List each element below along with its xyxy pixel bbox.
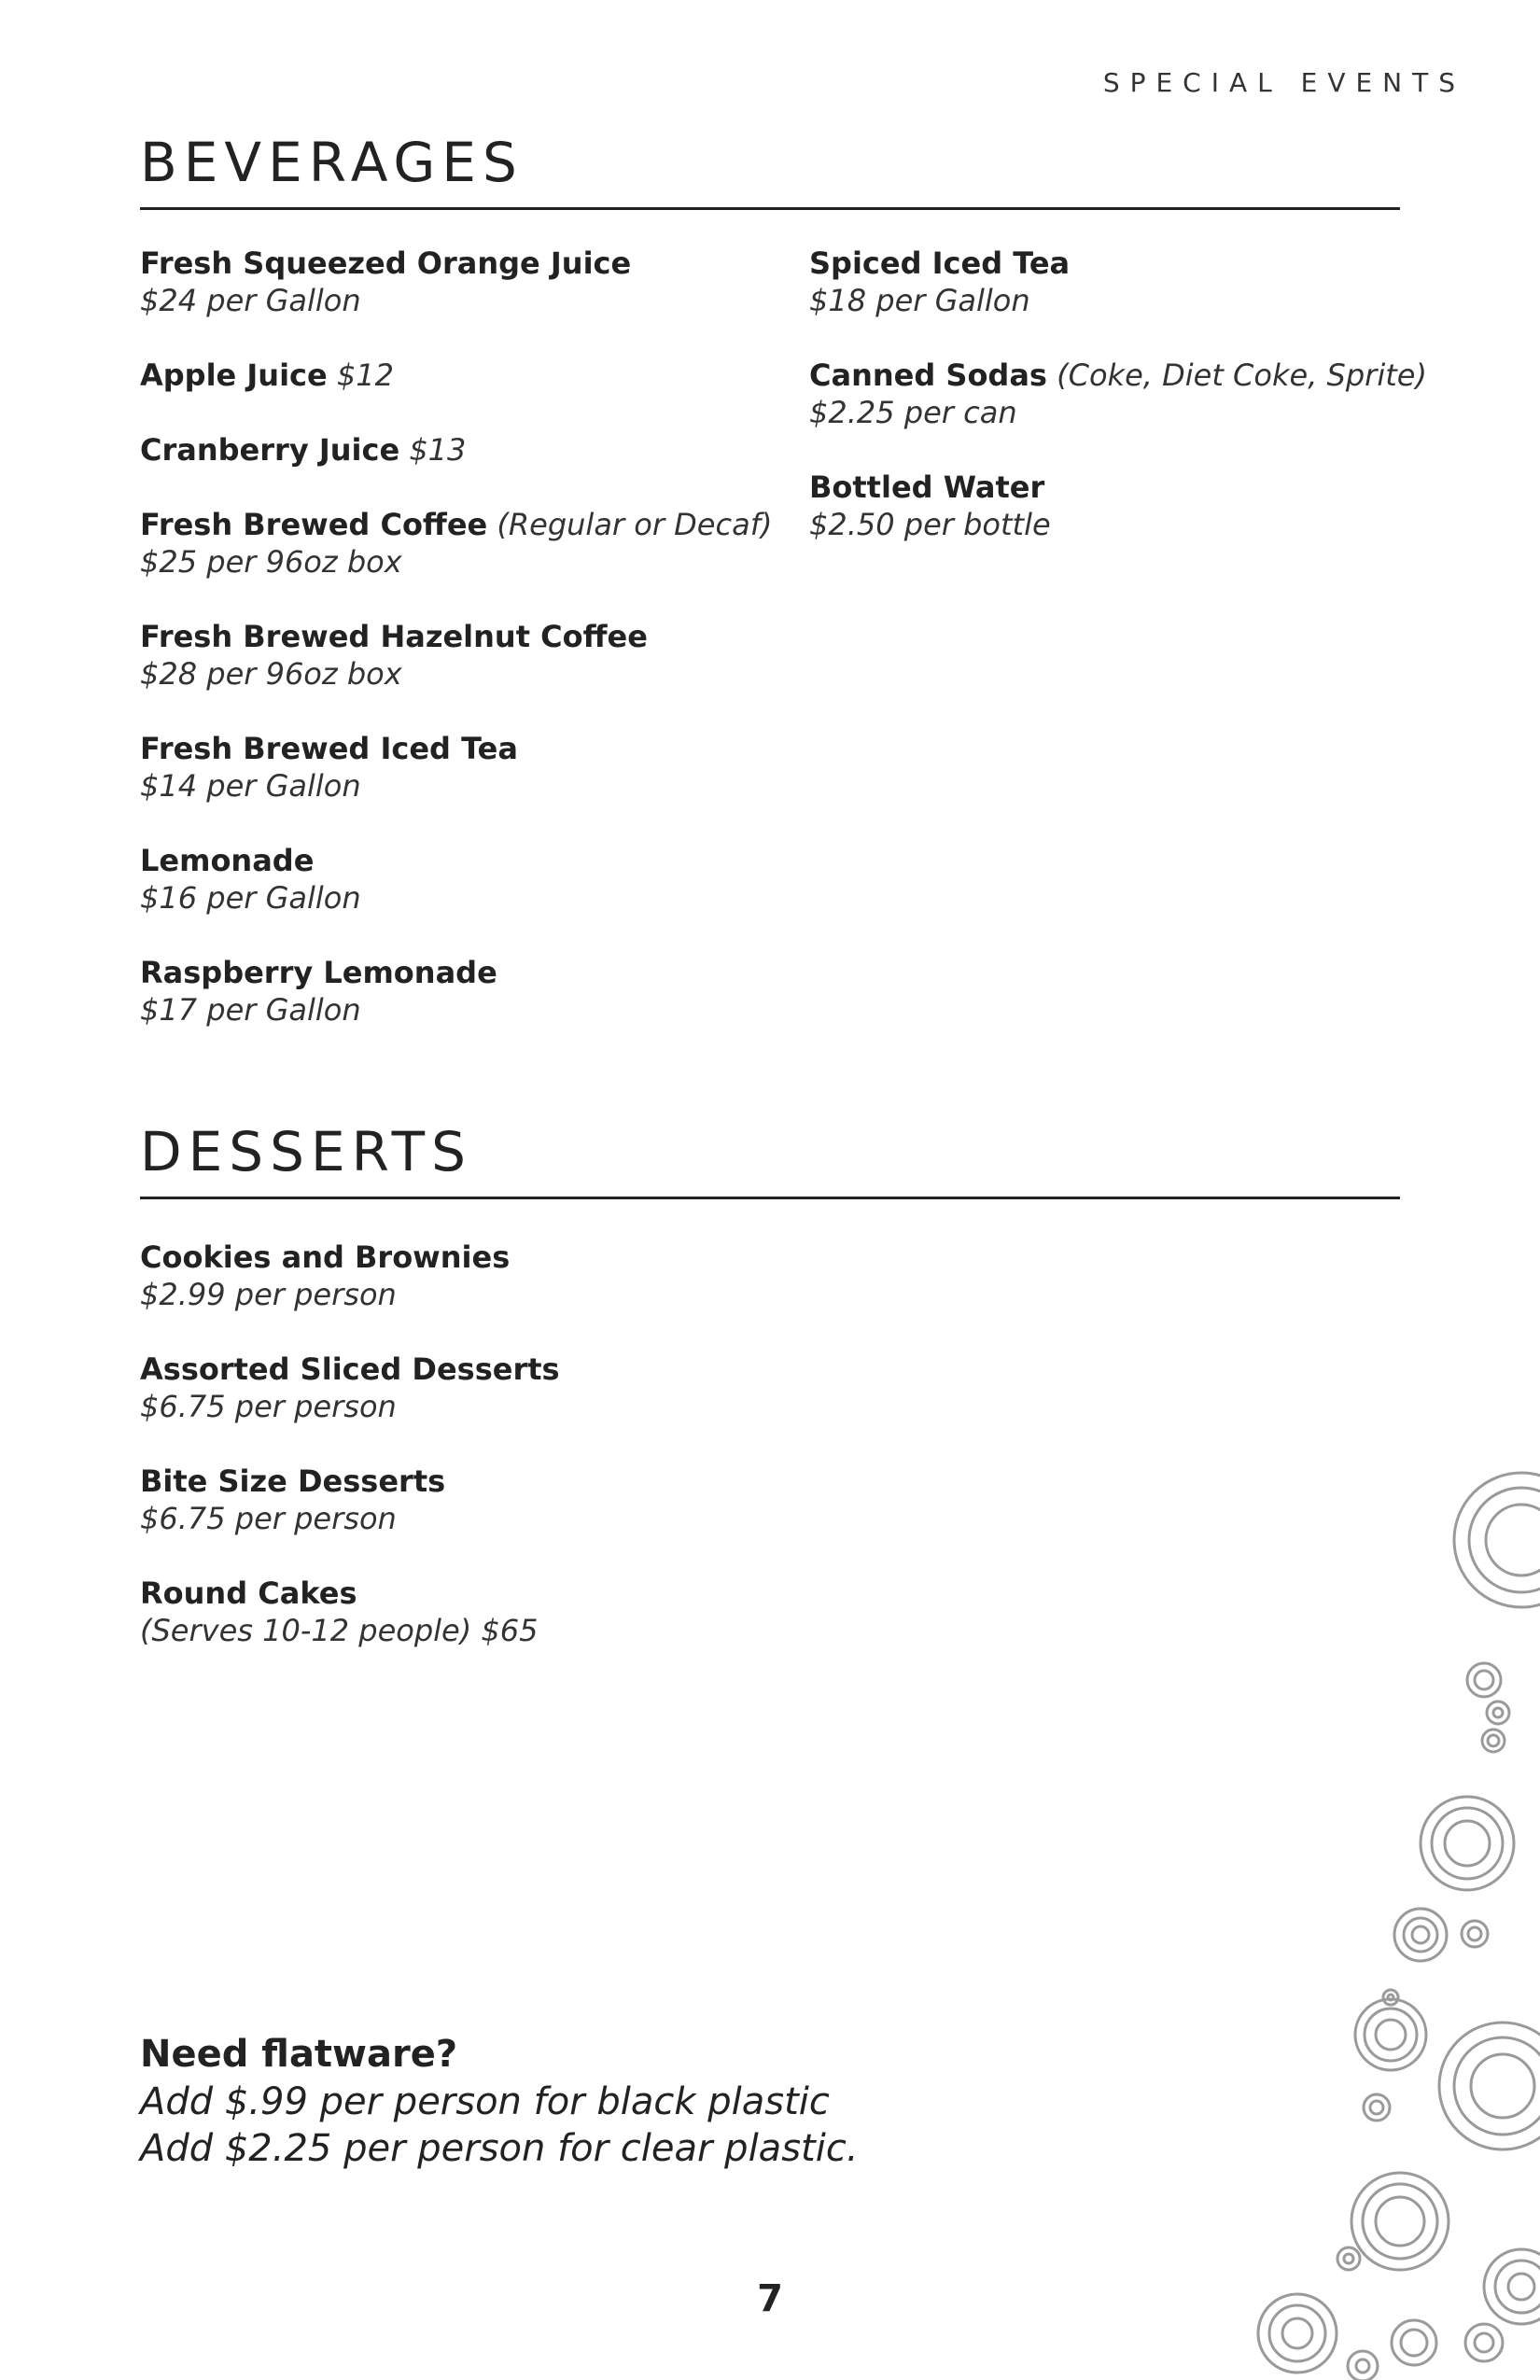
- circle-cluster: [1482, 1729, 1505, 1752]
- circle-cluster: [1351, 2173, 1449, 2270]
- item-price: $2.99 per person: [140, 1277, 397, 1312]
- item-name: Fresh Squeezed Orange Juice: [140, 245, 632, 281]
- circle-cluster: [1258, 2294, 1337, 2373]
- item-price: $25 per 96oz box: [140, 544, 402, 580]
- item-name: Bottled Water: [809, 469, 1045, 505]
- circle-cluster: [1392, 2320, 1436, 2365]
- beverages-left-column: [140, 245, 784, 1066]
- menu-item: [140, 618, 784, 693]
- item-name: Round Cakes: [140, 1575, 357, 1611]
- item-price: (Serves 10-12 people) $65: [140, 1613, 539, 1648]
- circle-cluster: [1462, 1921, 1488, 1947]
- flatware-line: Add $2.25 per person for clear plastic.: [140, 2127, 859, 2170]
- menu-item: [140, 842, 784, 917]
- menu-item: [140, 245, 784, 319]
- item-price: $6.75 per person: [140, 1389, 397, 1424]
- circle-cluster: [1337, 2247, 1360, 2270]
- item-price: $2.25 per can: [809, 395, 1017, 430]
- beverages-right-column: [809, 245, 1444, 581]
- circle-cluster: [1348, 2351, 1378, 2380]
- circle-cluster: [1421, 1797, 1514, 1890]
- item-price: $13: [409, 432, 467, 468]
- item-price: $18 per Gallon: [809, 283, 1030, 318]
- item-name: Fresh Brewed Hazelnut Coffee: [140, 619, 648, 654]
- menu-item: [809, 469, 1444, 543]
- item-note: (Coke, Diet Coke, Sprite): [1057, 357, 1427, 393]
- circle-cluster: [1394, 1909, 1447, 1961]
- circle-cluster: [1364, 2094, 1390, 2121]
- item-name: Fresh Brewed Coffee: [140, 507, 488, 542]
- item-name: Bite Size Desserts: [140, 1463, 446, 1499]
- item-note: (Regular or Decaf): [497, 507, 773, 542]
- menu-item: [140, 431, 784, 469]
- menu-item: [140, 730, 784, 805]
- item-price: $17 per Gallon: [140, 992, 361, 1028]
- menu-item: [140, 1463, 887, 1537]
- circle-cluster: [1484, 2249, 1540, 2324]
- desserts-list: [140, 1239, 887, 1687]
- concentric-circles-pattern: [1213, 1419, 1540, 2380]
- flatware-line: Add $.99 per person for black plastic: [140, 2080, 830, 2123]
- item-name: Canned Sodas: [809, 357, 1047, 393]
- circle-cluster: [1355, 1999, 1426, 2070]
- menu-item: [809, 245, 1444, 319]
- circle-cluster: [1383, 1990, 1398, 2005]
- item-name: Cookies and Brownies: [140, 1239, 511, 1275]
- beverages-title: BEVERAGES: [140, 131, 1400, 210]
- menu-item: [140, 1239, 887, 1313]
- desserts-title: DESSERTS: [140, 1120, 1400, 1199]
- item-name: Lemonade: [140, 843, 315, 878]
- item-price: $24 per Gallon: [140, 283, 361, 318]
- item-price: $16 per Gallon: [140, 880, 361, 916]
- menu-item: [140, 954, 784, 1029]
- item-price: $12: [336, 357, 394, 393]
- item-name: Assorted Sliced Desserts: [140, 1351, 560, 1387]
- item-price: $6.75 per person: [140, 1501, 397, 1536]
- menu-item: [140, 1351, 887, 1425]
- flatware-note: [140, 2030, 859, 2172]
- menu-item: [809, 357, 1444, 431]
- menu-item: [140, 506, 784, 581]
- item-name: Raspberry Lemonade: [140, 955, 497, 990]
- item-name: Spiced Iced Tea: [809, 245, 1071, 281]
- item-price: $14 per Gallon: [140, 768, 361, 804]
- flatware-question: Need flatware?: [140, 2033, 458, 2076]
- menu-item: [140, 1575, 887, 1649]
- item-price: $2.50 per bottle: [809, 507, 1051, 542]
- section-label: SPECIAL EVENTS: [1102, 67, 1465, 98]
- item-price: $28 per 96oz box: [140, 656, 402, 692]
- page-number: 7: [757, 2277, 783, 2320]
- item-name: Fresh Brewed Iced Tea: [140, 731, 518, 766]
- circle-cluster: [1454, 1473, 1540, 1607]
- circle-cluster: [1467, 1663, 1501, 1697]
- circle-cluster: [1487, 1701, 1509, 1724]
- item-name: Cranberry Juice: [140, 432, 400, 468]
- circle-cluster: [1465, 2324, 1503, 2361]
- menu-item: [140, 357, 784, 394]
- circle-cluster: [1439, 2023, 1540, 2149]
- item-name: Apple Juice: [140, 357, 328, 393]
